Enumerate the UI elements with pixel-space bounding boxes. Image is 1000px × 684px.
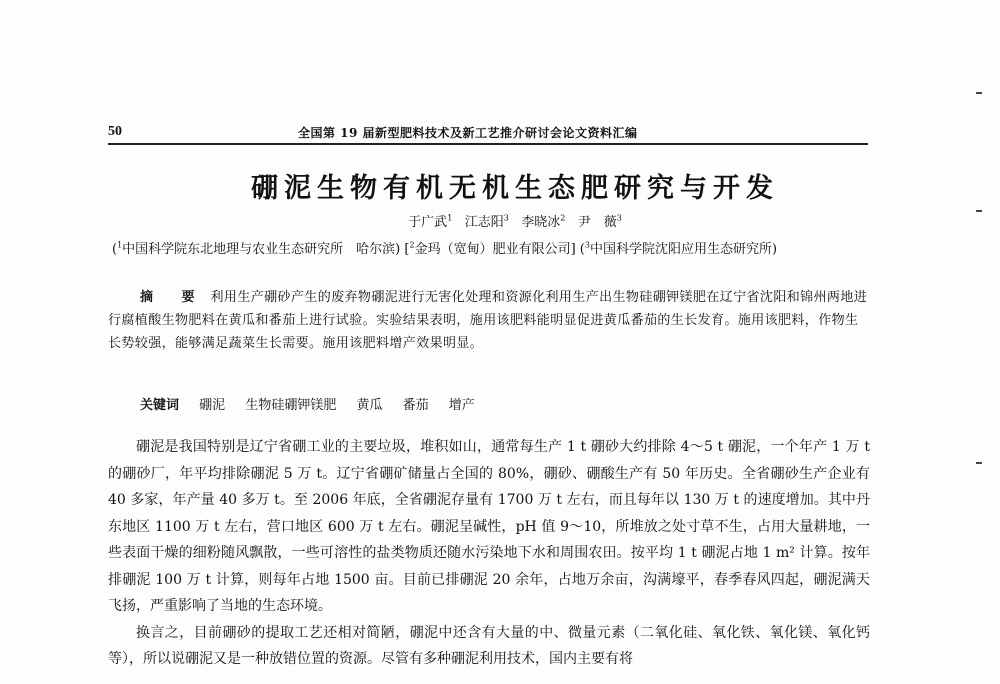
paragraph: 硼泥是我国特别是辽宁省硼工业的主要垃圾，堆积如山，通常每生产 1 t 硼砂大约排除 4～5 t 硼泥，一个年产 1 万 t 的硼砂厂，年平均排除硼泥 5 万 t。辽宁省硼矿储量占全国的 80%，硼砂、硼酸生产有 50 年历史。全省硼砂生产企业有 40 多家，年产量 40 多万 t。至 2006 年底，全省硼泥存量有 1700 万 t 左右，而且每年以 130 万 t 的速度增加。其中丹东地区 1100 万 t 左右，营口地区 600 万 t 左右。硼泥呈碱性，pH 值 9～10，所堆放之处寸草不生，占用大量耕地，一些表面干燥的细粉随风飘散，一些可溶性的盐类物质还随水污染地下水和周围农田。按平均 1 t 硼泥占地 1 m² 计算。按年排硼泥 100 万 t 计算，则每年占地 1500 亩。目前已排硼泥 20 余年，占地万余亩，沟满壕平，春季春风四起，硼泥满天飞扬，严重影响了当地的生态环境。 [108, 439, 870, 614]
keyword: 生物硅硼钾镁肥 [245, 398, 337, 413]
author-name: 于广武 [408, 215, 448, 230]
affil-mark: 1 [117, 240, 123, 250]
keyword: 增产 [448, 398, 475, 413]
keyword: 番茄 [402, 398, 429, 413]
paragraph: 换言之，目前硼砂的提取工艺还相对简陋，硼泥中还含有大量的中、微量元素（二氧化硅、氧化铁、氧化镁、氧化钙等），所以说硼泥又是一种放错位置的资源。尽管有多种硼泥利用技术，国内主要有将 [108, 624, 870, 667]
affiliations: ($^1$中国科学院东北地理与农业生态研究所 哈尔滨) [$^2$金玛（宽甸）肥业有限公司] ($^3$中国科学院沈阳应用生态研究所) [112, 240, 778, 257]
author-affil-mark: 3 [503, 213, 509, 223]
affil-mark: 3 [584, 240, 590, 250]
author-name: 江志阳 [464, 215, 504, 230]
author-affil-mark: 1 [447, 213, 453, 223]
keyword: 黄瓜 [356, 398, 383, 413]
header-rule [108, 143, 868, 145]
keywords [140, 394, 491, 413]
page-number: 50 [108, 124, 122, 139]
affiliation-1: 中国科学院东北地理与农业生态研究所 哈尔滨) [122, 242, 401, 257]
abstract-label: 摘 要 [140, 290, 207, 305]
scan-edge-mark [976, 210, 982, 212]
affil-mark: 2 [409, 240, 415, 250]
affiliation-2: 金玛（宽甸）肥业有限公司] [414, 242, 576, 257]
body-text [108, 434, 870, 673]
author-affil-mark: 2 [560, 213, 566, 223]
scan-edge-mark [976, 92, 982, 94]
author-list [0, 211, 1000, 230]
keywords-label: 关键词 [140, 398, 180, 413]
author-name: 尹 薇 [577, 215, 617, 230]
running-header [108, 124, 868, 144]
paper-title: 硼泥生物有机无机生态肥研究与开发 [251, 173, 779, 204]
author-affil-mark: 3 [616, 213, 622, 223]
affiliation-3: 中国科学院沈阳应用生态研究所) [589, 242, 778, 257]
running-title: 全国第 19 届新型肥料技术及新工艺推介研讨会论文资料汇编 [298, 126, 638, 140]
scan-edge-mark [976, 462, 982, 464]
keyword: 硼泥 [199, 398, 226, 413]
author-name: 李晓冰 [521, 215, 561, 230]
abstract [108, 286, 868, 355]
abstract-text: 利用生产硼砂产生的废弃物硼泥进行无害化处理和资源化利用生产出生物硅硼钾镁肥在辽宁省沈阳和锦州两地进行腐植酸生物肥料在黄瓜和番茄上进行试验。实验结果表明，施用该肥料能明显促进黄瓜番茄的生长发育。施用该肥料，作物生长势较强，能够满足蔬菜生长需要。施用该肥料增产效果明显。 [108, 290, 868, 351]
